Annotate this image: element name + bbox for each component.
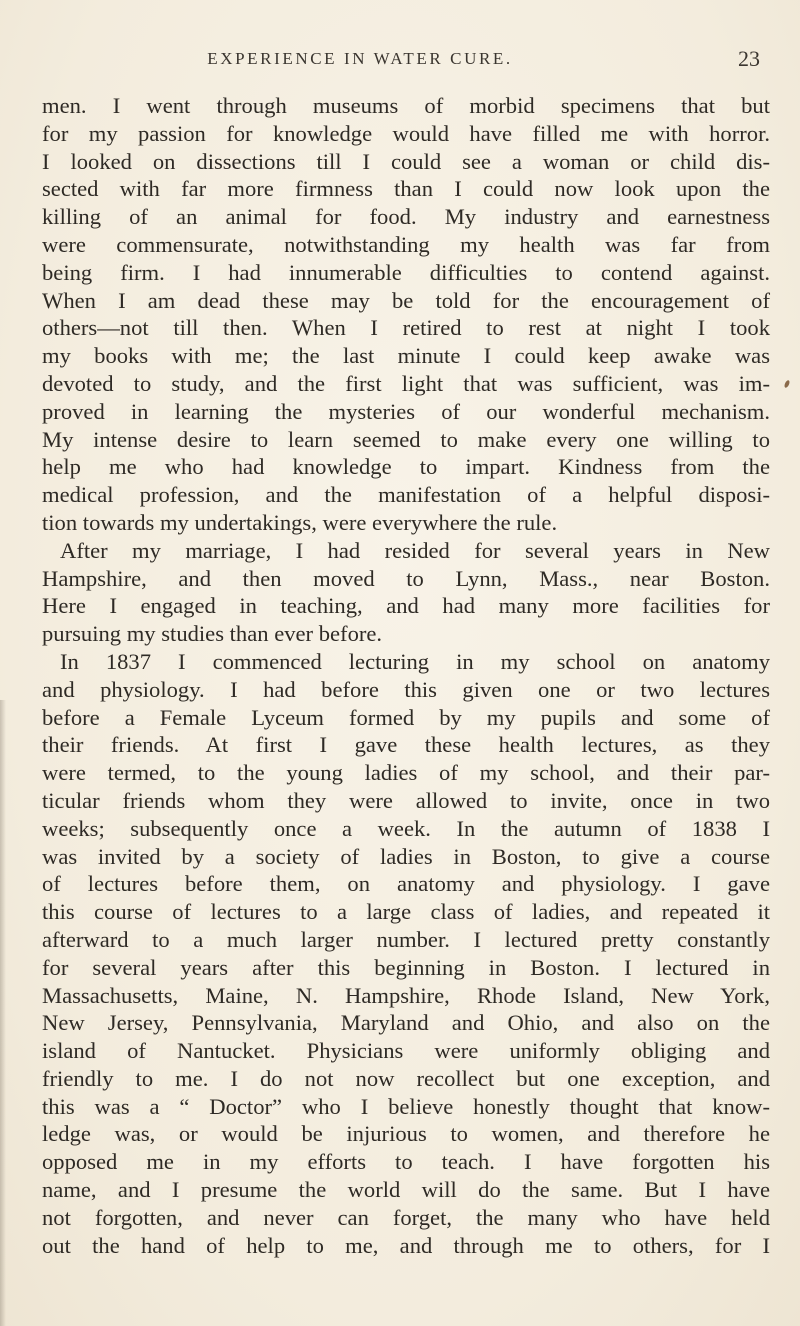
text-line: my books with me; the last minute I could keep awake was	[42, 343, 770, 369]
ink-speck	[783, 380, 790, 389]
text-line: was invited by a society of ladies in Boston, to give a course	[42, 843, 770, 869]
text-line: for my passion for knowledge would have filled me with horror.	[42, 120, 770, 146]
text-line: sected with far more firmness than I could now look upon the	[42, 176, 770, 202]
text-line: Hampshire, and then moved to Lynn, Mass., near Boston.	[42, 565, 770, 591]
text-line: men. I went through museums of morbid specimens that but	[42, 93, 770, 118]
text-line: this was a “ Doctor” who I believe honestly thought that know-	[42, 1093, 770, 1119]
text-line: ledge was, or would be injurious to women, and therefore he	[42, 1121, 770, 1147]
text-line: medical profession, and the manifestation of a helpful disposi-	[42, 482, 770, 508]
text-line: My intense desire to learn seemed to make every one willing to	[42, 426, 770, 452]
text-line: Massachusetts, Maine, N. Hampshire, Rhode Island, New York,	[42, 982, 770, 1008]
text-line: for several years after this beginning in Boston. I lectured in	[42, 954, 770, 980]
text-line: this course of lectures to a large class of ladies, and repeated it	[42, 899, 770, 925]
text-line: before a Female Lyceum formed by my pupils and some of	[42, 704, 770, 730]
text-line: tion towards my undertakings, were everywhere the rule.	[42, 509, 558, 535]
text-line: ticular friends whom they were allowed to invite, once in two	[42, 787, 770, 813]
text-line: proved in learning the mysteries of our wonderful mechanism.	[42, 398, 770, 424]
text-line: When I am dead these may be told for the encouragement of	[42, 287, 770, 313]
text-line: were commensurate, notwithstanding my health was far from	[42, 231, 770, 257]
text-line: In 1837 I commenced lecturing in my school on anatomy	[60, 648, 770, 674]
text-line: out the hand of help to me, and through me to others, for I	[42, 1232, 770, 1258]
text-line: afterward to a much larger number. I lectured pretty constantly	[42, 926, 770, 952]
page-number: 23	[738, 46, 760, 71]
text-line: friendly to me. I do not now recollect but one exception, and	[42, 1065, 770, 1091]
text-line: and physiology. I had before this given one or two lectures	[42, 676, 770, 702]
text-line: others—not till then. When I retired to rest at night I took	[42, 315, 770, 341]
text-line: killing of an animal for food. My industry and earnestness	[42, 204, 770, 230]
text-line: their friends. At first I gave these health lectures, as they	[42, 732, 770, 758]
text-line: opposed me in my efforts to teach. I have forgotten his	[42, 1149, 770, 1175]
text-line: being firm. I had innumerable difficulties to contend against.	[42, 259, 770, 285]
text-line: I looked on dissections till I could see a woman or child dis-	[42, 148, 770, 174]
text-line: devoted to study, and the first light that was sufficient, was im-	[42, 370, 770, 396]
running-title: EXPERIENCE IN WATER CURE.	[207, 49, 513, 68]
text-line: Here I engaged in teaching, and had many more facilities for	[42, 593, 770, 619]
text-line: New Jersey, Pennsylvania, Maryland and Ohio, and also on the	[42, 1010, 770, 1036]
text-line: name, and I presume the world will do the same. But I have	[42, 1177, 770, 1203]
binding-shadow	[0, 700, 6, 1326]
body-text	[42, 92, 770, 1259]
text-line: weeks; subsequently once a week. In the autumn of 1838 I	[42, 815, 770, 841]
text-line: After my marriage, I had resided for several years in New	[60, 537, 770, 563]
text-line: pursuing my studies than ever before.	[42, 621, 383, 647]
text-line: not forgotten, and never can forget, the many who have held	[42, 1204, 770, 1230]
text-line: help me who had knowledge to impart. Kindness from the	[42, 454, 770, 480]
text-line: were termed, to the young ladies of my school, and their par-	[42, 760, 770, 786]
text-line: island of Nantucket. Physicians were uniformly obliging and	[42, 1038, 770, 1064]
text-line: of lectures before them, on anatomy and physiology. I gave	[42, 871, 770, 897]
